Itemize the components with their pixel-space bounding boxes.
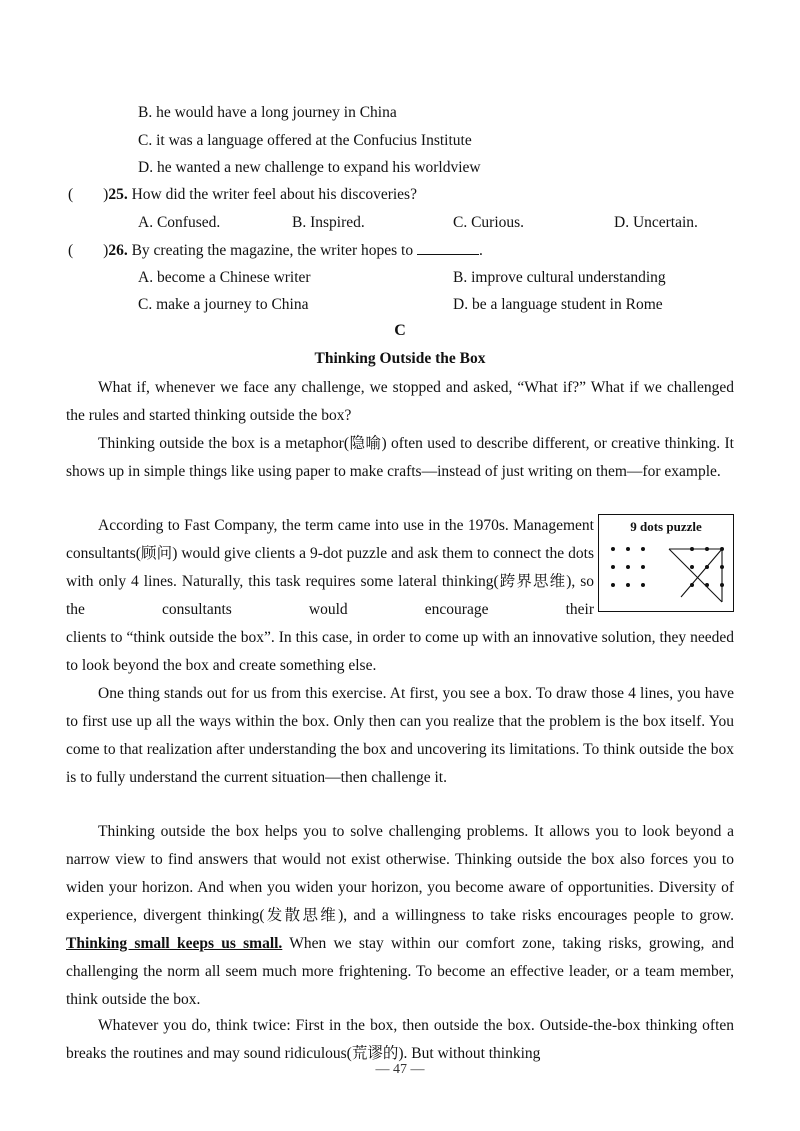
section-letter: C xyxy=(394,322,406,339)
paragraph-5 xyxy=(66,818,734,1014)
q26-paren-open: ( xyxy=(68,242,74,259)
paragraph-5-emphasis: Thinking small keeps us small. xyxy=(66,935,283,952)
paragraph-6-text: Whatever you do, think twice: First in the box, then outside the box. Outside-the-box thinking often breaks the routines and may sound ridiculous(荒谬的). But without thinking xyxy=(66,1017,734,1062)
puzzle-drawing xyxy=(599,515,735,613)
q25-number: 25. xyxy=(108,186,128,203)
paragraph-1-text: What if, whenever we face any challenge, we stopped and asked, “What if?” What if we challenged the rules and started thinking outside the box? xyxy=(66,379,734,424)
q25-paren-close: ) xyxy=(103,186,109,203)
puzzle-line xyxy=(669,549,722,602)
q26-number: 26. xyxy=(108,242,128,259)
q24-option-c: C. it was a language offered at the Confucius Institute xyxy=(138,132,472,149)
paragraph-1 xyxy=(66,374,734,430)
q25-option-c: C. Curious. xyxy=(453,214,525,231)
paragraph-4 xyxy=(66,680,734,792)
paragraph-3-text-a: According to Fast Company, the term came into use in the 1970s. Management consultants(顾问) would give clients a 9-dot puzzle and ask them to connect the dots with only 4 lines. Naturally, this task requires some lateral thinking(跨界思维), so the consultants would encourage their xyxy=(66,517,594,618)
q26-stem xyxy=(68,240,483,261)
puzzle-dot xyxy=(690,565,694,569)
puzzle-dot xyxy=(611,583,615,587)
paragraph-3-part-2 xyxy=(66,624,734,680)
puzzle-dot xyxy=(641,547,645,551)
q26-option-b: B. improve cultural understanding xyxy=(453,269,666,286)
q26-paren-close: ) xyxy=(103,242,109,259)
puzzle-title: 9 dots puzzle xyxy=(630,519,702,534)
puzzle-dot xyxy=(611,565,615,569)
q26-end: . xyxy=(478,242,483,259)
q24-option-d: D. he wanted a new challenge to expand his worldview xyxy=(138,159,481,176)
q26-option-d: D. be a language student in Rome xyxy=(453,296,663,313)
q25-option-a: A. Confused. xyxy=(138,214,221,231)
paragraph-5-before: Thinking outside the box helps you to solve challenging problems. It allows you to look beyond a narrow view to find answers that would not exist otherwise. Thinking outside the box also forces you to widen your horizon. And when you widen your horizon, you become aware of opportunities. Diversity of experience, divergent thinking(发散思维), and a willingness to take risks encourages people to grow. xyxy=(66,823,734,924)
paragraph-5-after: When we stay within our comfort zone, taking risks, growing, and challenging the norm all seem much more frightening. To become an effective leader, or a team member, think outside the box. xyxy=(66,935,734,1008)
paragraph-2-text: Thinking outside the box is a metaphor(隐喻) often used to describe different, or creative thinking. It shows up in simple things like using paper to make crafts—instead of just writing on them—for example. xyxy=(66,435,734,480)
q26-option-c: C. make a journey to China xyxy=(138,296,309,313)
puzzle-dot xyxy=(626,565,630,569)
paragraph-3-part-1 xyxy=(66,512,594,624)
paragraph-6 xyxy=(66,1012,734,1068)
page-number: — 47 — xyxy=(375,1062,425,1077)
puzzle-dot xyxy=(641,583,645,587)
q26-option-a: A. become a Chinese writer xyxy=(138,269,311,286)
puzzle-dot xyxy=(626,547,630,551)
q24-option-b: B. he would have a long journey in China xyxy=(138,104,397,121)
q25-stem xyxy=(68,185,417,205)
passage-title: Thinking Outside the Box xyxy=(314,350,486,367)
puzzle-line xyxy=(681,549,722,597)
q25-option-b: B. Inspired. xyxy=(292,214,365,231)
nine-dots-puzzle-figure xyxy=(598,514,734,612)
q25-paren-open: ( xyxy=(68,186,74,203)
paragraph-3-text-b: clients to “think outside the box”. In this case, in order to come up with an innovative solution, they needed to look beyond the box and create something else. xyxy=(66,629,734,674)
q25-text: How did the writer feel about his discoveries? xyxy=(127,186,417,203)
q26-answer-blank[interactable] xyxy=(417,240,479,255)
puzzle-dot xyxy=(626,583,630,587)
puzzle-dot xyxy=(611,547,615,551)
paragraph-5-text xyxy=(66,818,734,1014)
puzzle-dot xyxy=(641,565,645,569)
paragraph-4-text: One thing stands out for us from this exercise. At first, you see a box. To draw those 4 lines, you have to first use up all the ways within the box. Only then can you realize that the problem is the box itself. You come to that realization after understanding the box and uncovering its limitations. To think outside the box is to fully understand the current situation—then challenge it. xyxy=(66,685,734,786)
paragraph-2 xyxy=(66,430,734,486)
q25-option-d: D. Uncertain. xyxy=(614,214,698,231)
q26-text: By creating the magazine, the writer hopes to xyxy=(127,242,414,259)
